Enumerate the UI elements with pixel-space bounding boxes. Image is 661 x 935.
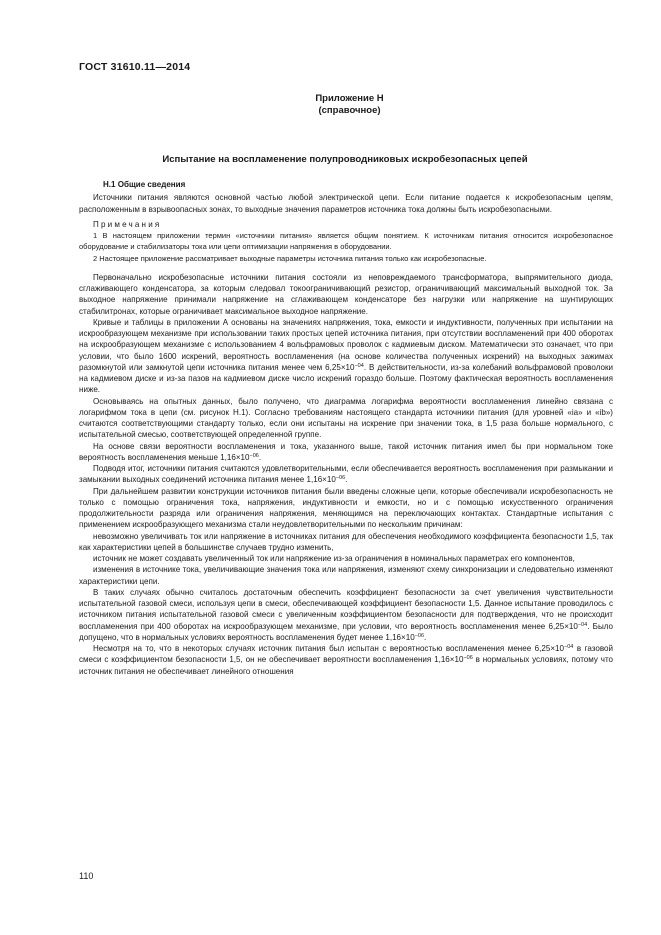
- paragraph-5: На основе связи вероятности воспламенения и тока, указанного выше, такой источник питания имел бы при нормальном токе вероятность воспламенения меньше $1,16\times 10^{-06}$.: [79, 441, 613, 462]
- document-body: [79, 179, 613, 677]
- page-title: Испытание на воспламенение полупроводниковых искробезопасных цепей: [162, 154, 528, 165]
- paragraph-8: В таких случаях обычно считалось достаточным обеспечить коэффициент безопасности за счет увеличения чувствительности испытательной газовой смеси, используя цепи в смеси, обеспечивающей коэффициент безопасности 1,5. Данное испытание проводилось с источником питания испытательной газовой смеси с увеличенным коэффициентом безопасности для подтверждения, что не происходит воспламенения при 400 оборотах на искрообразующем механизме, при условии, что вероятность воспламенения менее $6,25\times 10^{-04}$. Было допущено, что в нормальных условиях вероятность воспламенения будет менее $1,16\times 10^{-06}$.: [79, 587, 613, 642]
- notes-heading: Примечания: [93, 219, 162, 229]
- appendix-type: (справочное): [318, 105, 381, 116]
- note-1: 1 В настоящем приложении термин «источники питания» является общим понятием. К источникам питания относится искробезопасное оборудование и стабилизаторы тока или цепи оптимизации напряжения в оборудовании.: [79, 231, 613, 252]
- appendix-title: Приложение Н: [315, 93, 384, 104]
- appendix-label: [0, 93, 661, 117]
- paragraph-6: Подводя итог, источники питания считаются удовлетворительными, если обеспечивается вероятность воспламенения при размыкании и замыкании выходных соединений источника питания менее $1,16\times 10^{-06}$.: [79, 464, 613, 485]
- page-number: 110: [79, 871, 94, 881]
- paragraph-1: Источники питания являются основной частью любой электрической цепи. Если питание подается к искробезопасным цепям, расположенным в взрывоопасных зонах, то выходные значения параметров источника тока должны быть искробезопасными.: [79, 193, 613, 214]
- list-item: источник не может создавать увеличенный ток или напряжение из-за ограничения в номинальных параметрах его компонентов,: [93, 554, 575, 563]
- standard-header: ГОСТ 31610.11—2014: [79, 61, 191, 73]
- paragraph-9: Несмотря на то, что в некоторых случаях источник питания был испытан с вероятностью воспламенения менее $6,25\times 10^{-04}$ в газовой смеси с коэффициентом безопасности 1,5, он не обеспечивает вероятности воспламенения $1,16\times 10^{-06}$ в нормальных условиях, потому что источник питания не обеспечивает линейного отношения: [79, 644, 614, 676]
- list-item: невозможно увеличивать ток или напряжение в источниках питания для обеспечения необходимого коэффициента безопасности 1,5, так как характеристики цепей в большинстве случаев трудно изменить,: [79, 531, 613, 552]
- paragraph-3: Кривые и таблицы в приложении А основаны на значениях напряжения, тока, емкости и индуктивности, полученных при испытании на искрообразующем механизме при использовании таких простых цепей источника питания, при отсутствии воспламенений при 400 оборотах на искрообразующем механизме с использованием 4 вольфрамовых проволок с кадмиевым диском. Математически это означает, что при условии, что было 1600 искрений, вероятность воспламенения (на основе количества полученных искрений) на выходных зажимах разомкнутой или замкнутой цепи источника питания менее чем $6,25\times 10^{-04}$. В действительности, из-за колебаний вольфрамовой проволоки на кадмиевом диске и из-за пазов на кадмиевом диске число искрений гораздо больше. Поэтому фактическая вероятность воспламенения ниже.: [79, 317, 613, 395]
- paragraph-4: Основываясь на опытных данных, было получено, что диаграмма логарифма вероятности воспламенения линейно связана с логарифмом тока в цепи (см. рисунок Н.1). Согласно требованиям настоящего стандарта источники питания (для уровней «ia» и «ib») считаются соответствующими стандарту только, если они испытаны на искрение при значении тока, в 1,5 раза больше нормального, с испытательной смесью, соответствующей определенной группе.: [79, 396, 613, 440]
- paragraph-2: Первоначально искробезопасные источники питания состояли из неповреждаемого трансформатора, выпрямительного диода, сглаживающего конденсатора, за которым следовал токоограничивающий резистор, ограничивающий максимальный выходной ток. За выходное напряжение принимали напряжение на сглаживающем конденсаторе без нагрузки или напряжение на шунтирующих стабилитронах, которые ограничивает максимальное выходное напряжение.: [79, 272, 613, 316]
- paragraph-7: При дальнейшем развитии конструкции источников питания были введены сложные цепи, которые обеспечивали искробезопасность не только с помощью ограничения тока, напряжения, индуктивности и емкости, но и с помощью искусственного ограничения продолжительности разряда или ограничения напряжения, меняющимся на переключающих контактах. Стандартные испытания с применением искрообразующего механизма стали неудовлетворительными по нескольким причинам:: [79, 486, 613, 530]
- note-2: 2 Настоящее приложение рассматривает выходные параметры источника питания только как искробезопасные.: [93, 253, 487, 263]
- list-item: изменения в источнике тока, увеличивающие значения тока или напряжения, изменяют схему синхронизации и следовательно изменяют характеристики цепи.: [79, 565, 613, 586]
- section-heading: Н.1 Общие сведения: [103, 180, 186, 189]
